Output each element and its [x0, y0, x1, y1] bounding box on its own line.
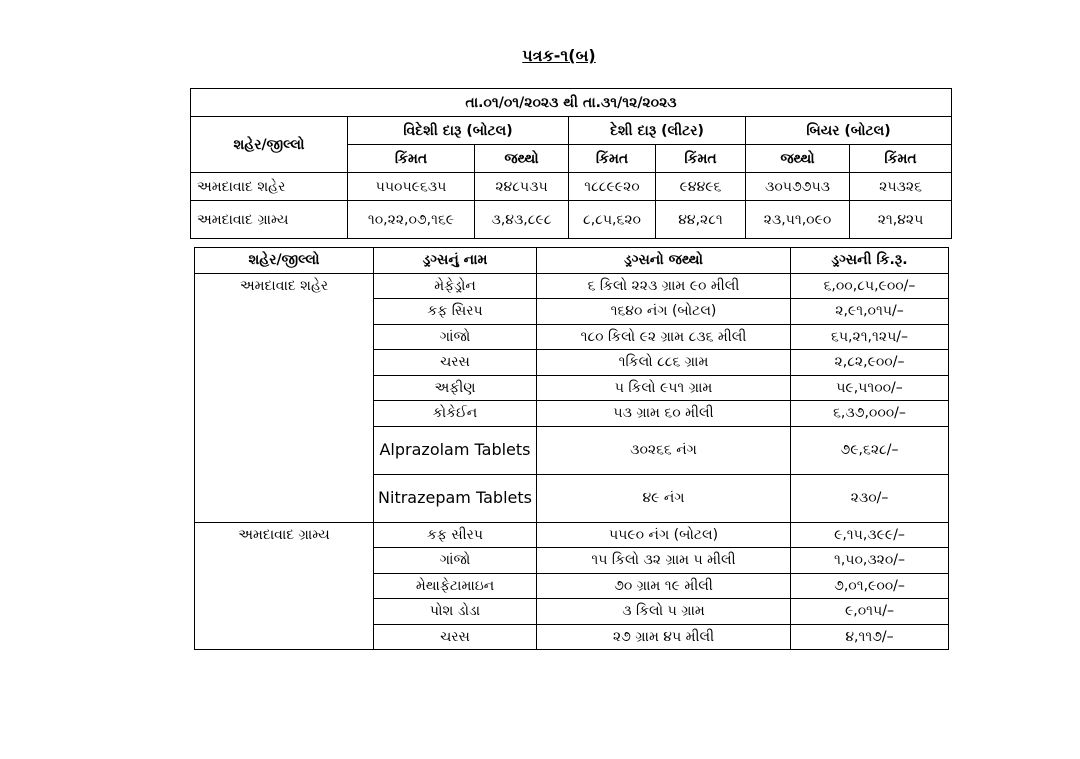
page-title: પત્રક-૧(બ) — [522, 46, 596, 65]
city-cell: અમદાવાદ શહેર — [191, 173, 348, 201]
drug-name-cell: ગાંજો — [374, 548, 537, 574]
value-cell: ૩,૪૩,૮૯૮ — [475, 201, 569, 239]
drug-value-cell: ૭૯,૬૨૮/– — [791, 426, 949, 474]
city-cell: અમદાવાદ ગ્રામ્ય — [195, 522, 374, 650]
drug-qty-cell: ૫૫૯૦ નંગ (બોટલ) — [537, 522, 791, 548]
drug-qty-cell: ૫૩ ગ્રામ ૬૦ મીલી — [537, 401, 791, 427]
city-cell: અમદાવાદ ગ્રામ્ય — [191, 201, 348, 239]
country-liquor-header: દેશી દારૂ (લીટર) — [569, 117, 746, 145]
city-header: શહેર/જીલ્લો — [195, 248, 374, 274]
value-cell: ૨૧,૪૨૫ — [850, 201, 952, 239]
drug-qty-cell: ૧૮૦ કિલો ૯૨ ગ્રામ ૮૩૬ મીલી — [537, 324, 791, 350]
period-header: તા.૦૧/૦૧/૨૦૨૩ થી તા.૩૧/૧૨/૨૦૨૩ — [191, 89, 952, 117]
table-row — [195, 522, 949, 548]
drug-name-cell: કફ સિરપ — [374, 299, 537, 325]
drug-value-cell: ૨,૯૧,૦૧૫/– — [791, 299, 949, 325]
drug-value-header: ડ્રગ્સની કિ.રૂ. — [791, 248, 949, 274]
subheader: કિંમત — [348, 145, 475, 173]
drug-qty-cell: ૩ કિલો ૫ ગ્રામ — [537, 599, 791, 625]
drug-qty-cell: ૬ કિલો ૨૨૩ ગ્રામ ૯૦ મીલી — [537, 273, 791, 299]
subheader: જથ્થો — [475, 145, 569, 173]
drug-name-cell: કફ સીરપ — [374, 522, 537, 548]
drug-name-cell: મેથાફેટામાઇન — [374, 573, 537, 599]
liquor-seizure-table — [190, 88, 952, 239]
subheader: કિંમત — [850, 145, 952, 173]
value-cell: ૨૩,૫૧,૦૯૦ — [746, 201, 850, 239]
value-cell: ૨૫૩૨૬ — [850, 173, 952, 201]
drug-qty-cell: ૫ કિલો ૯૫૧ ગ્રામ — [537, 375, 791, 401]
drug-name-cell: ગાંજો — [374, 324, 537, 350]
drug-name-cell: ચરસ — [374, 624, 537, 650]
subheader: કિંમત — [569, 145, 656, 173]
table-row — [195, 273, 949, 299]
drug-value-cell: ૭,૦૧,૯૦૦/– — [791, 573, 949, 599]
drug-value-cell: ૬,૩૭,૦૦૦/– — [791, 401, 949, 427]
drug-name-cell: Alprazolam Tablets — [374, 426, 537, 474]
value-cell: ૨૪૮૫૩૫ — [475, 173, 569, 201]
drug-qty-cell: ૧કિલો ૮૮૬ ગ્રામ — [537, 350, 791, 376]
drug-qty-cell: ૧૬૪૦ નંગ (બોટલ) — [537, 299, 791, 325]
drug-name-cell: અફીણ — [374, 375, 537, 401]
drug-qty-cell: ૪૯ નંગ — [537, 474, 791, 522]
drug-value-cell: ૯,૦૧૫/– — [791, 599, 949, 625]
drug-qty-cell: ૭૦ ગ્રામ ૧૯ મીલી — [537, 573, 791, 599]
drug-name-cell: ચરસ — [374, 350, 537, 376]
drug-name-cell: પોશ ડોડા — [374, 599, 537, 625]
drug-value-cell: ૫૯,૫૧૦૦/– — [791, 375, 949, 401]
city-header: શહેર/જીલ્લો — [191, 117, 348, 173]
drug-qty-cell: ૨૭ ગ્રામ ૪૫ મીલી — [537, 624, 791, 650]
value-cell: ૧૦,૨૨,૦૭,૧૬૯ — [348, 201, 475, 239]
value-cell: ૩૦૫૭૭૫૩ — [746, 173, 850, 201]
subheader: કિંમત — [656, 145, 746, 173]
drug-qty-header: ડ્રગ્સનો જથ્થો — [537, 248, 791, 274]
drug-qty-cell: ૩૦૨૬૬ નંગ — [537, 426, 791, 474]
drug-value-cell: ૬,૦૦,૮૫,૯૦૦/– — [791, 273, 949, 299]
foreign-liquor-header: વિદેશી દારૂ (બોટલ) — [348, 117, 569, 145]
value-cell: ૧૮૮૯૯૨૦ — [569, 173, 656, 201]
drugs-seizure-table — [194, 247, 949, 650]
value-cell: ૯૪૪૯૬ — [656, 173, 746, 201]
drug-value-cell: ૨,૮૨,૯૦૦/– — [791, 350, 949, 376]
city-cell: અમદાવાદ શહેર — [195, 273, 374, 522]
drug-value-cell: ૬૫,૨૧,૧૨૫/– — [791, 324, 949, 350]
value-cell: ૪૪,૨૮૧ — [656, 201, 746, 239]
table-row — [191, 173, 952, 201]
drug-value-cell: ૪,૧૧૭/– — [791, 624, 949, 650]
subheader: જથ્થો — [746, 145, 850, 173]
drug-value-cell: ૧,૫૦,૩૨૦/– — [791, 548, 949, 574]
value-cell: ૮,૮૫,૬૨૦ — [569, 201, 656, 239]
value-cell: ૫૫૦૫૯૬૩૫ — [348, 173, 475, 201]
drug-name-cell: મેફેડ્રોન — [374, 273, 537, 299]
beer-header: બિયર (બોટલ) — [746, 117, 952, 145]
table-row — [191, 201, 952, 239]
drug-name-header: ડ્રગ્સનું નામ — [374, 248, 537, 274]
drug-qty-cell: ૧૫ કિલો ૩૨ ગ્રામ ૫ મીલી — [537, 548, 791, 574]
drug-name-cell: Nitrazepam Tablets — [374, 474, 537, 522]
drug-value-cell: ૨૩૦/– — [791, 474, 949, 522]
drug-name-cell: કોકેઈન — [374, 401, 537, 427]
drug-value-cell: ૯,૧૫,૩૯૯/– — [791, 522, 949, 548]
